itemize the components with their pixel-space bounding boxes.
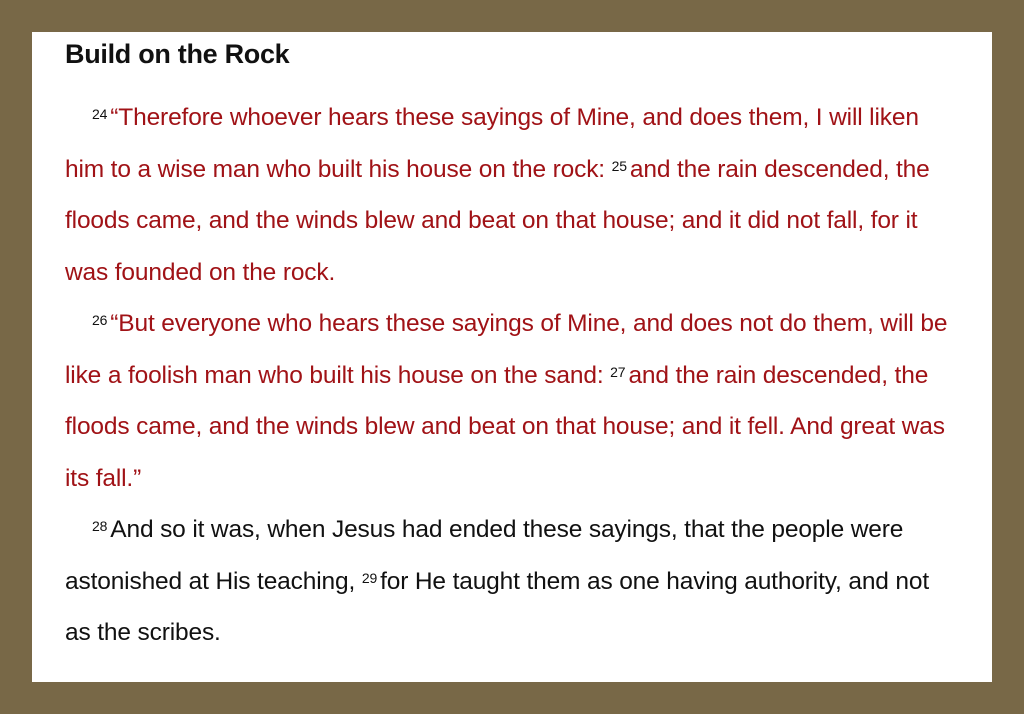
verse-text-29: for He taught them as one having authority, and not as the scribes. [65,567,930,646]
bible-page [32,32,992,682]
section-title: Build on the Rock [65,39,290,69]
verse-number-29[interactable]: 29 [361,569,378,586]
verse-text-26: “But everyone who hears these sayings of Mine, and does not do them, will be like a foolish man who built his house on the sand: [65,310,948,389]
verse-text-27: and the rain descended, the floods came, and the winds blew and beat on that house; and it fell. And great was its fall.” [65,361,945,492]
verse-number-28[interactable]: 28 [92,518,108,534]
verse-number-25[interactable]: 25 [611,157,627,174]
verse-number-26[interactable]: 26 [92,312,108,328]
verse-number-27[interactable]: 27 [610,363,626,380]
paragraph-1 [65,92,955,298]
paragraph-3 [65,504,955,659]
passage [65,92,955,659]
verse-text-25: and the rain descended, the floods came, and the winds blew and beat on that house; and it did not fall, for it was founded on the rock. [65,155,930,286]
verse-text-24: “Therefore whoever hears these sayings of Mine, and does them, I will liken him to a wise man who built his house on the rock: [65,104,919,183]
paragraph-2 [65,298,955,504]
verse-text-28: And so it was, when Jesus had ended these sayings, that the people were astonished at His teaching, [65,516,904,595]
verse-number-24[interactable]: 24 [92,106,108,122]
